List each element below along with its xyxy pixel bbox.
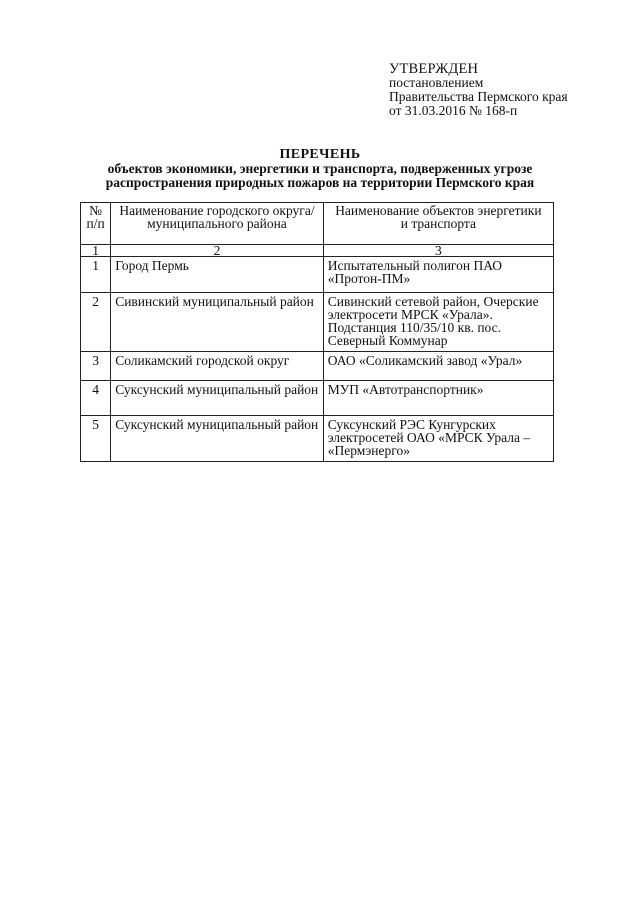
row-district: Суксунский муниципальный район <box>111 416 324 462</box>
header-number <box>81 203 111 245</box>
index-cell: 3 <box>323 245 553 257</box>
document-title: ПЕРЕЧЕНЬ <box>279 147 361 162</box>
document-heading <box>80 147 560 190</box>
table-row <box>81 352 554 381</box>
table-row <box>81 381 554 416</box>
row-district: Город Пермь <box>111 257 324 293</box>
row-district: Соликамский городской округ <box>111 352 324 381</box>
header-objects-line-1: Наименование объектов энергетики <box>335 203 542 218</box>
index-cell: 2 <box>111 245 324 257</box>
table-header-row <box>81 203 554 245</box>
row-objects: МУП «Автотранспортник» <box>323 381 553 416</box>
header-number-line-1: № <box>89 203 103 218</box>
index-cell: 1 <box>81 245 111 257</box>
document-subtitle-line-1: объектов экономики, энергетики и транспорта, подверженных угрозе <box>107 161 533 176</box>
table-row <box>81 257 554 293</box>
approval-line-2: Правительства Пермского края <box>389 89 568 104</box>
objects-table <box>80 202 554 462</box>
header-objects-line-2: и транспорта <box>400 216 476 231</box>
row-number: 1 <box>81 257 111 293</box>
header-number-line-2: п/п <box>86 216 105 231</box>
row-number: 3 <box>81 352 111 381</box>
header-district: Наименование городского округа/муниципального района <box>111 203 324 245</box>
row-objects: Суксунский РЭС Кунгурских электросетей ОАО «МРСК Урала – «Пермэнерго» <box>323 416 553 462</box>
row-district: Сивинский муниципальный район <box>111 293 324 352</box>
row-objects: Испытательный полигон ПАО «Протон-ПМ» <box>323 257 553 293</box>
row-objects: ОАО «Соликамский завод «Урал» <box>323 352 553 381</box>
table-row <box>81 416 554 462</box>
row-number: 4 <box>81 381 111 416</box>
approval-block <box>389 62 629 118</box>
row-number: 5 <box>81 416 111 462</box>
row-objects: Сивинский сетевой район, Очерские электросети МРСК «Урала». Подстанция 110/35/10 кв. пос. Северный Коммунар <box>323 293 553 352</box>
table-index-row <box>81 245 554 257</box>
row-number: 2 <box>81 293 111 352</box>
approval-line-3: от 31.03.2016 № 168-п <box>389 103 518 118</box>
table-row <box>81 293 554 352</box>
header-objects <box>323 203 553 245</box>
document-subtitle-line-2: распространения природных пожаров на территории Пермского края <box>105 175 535 190</box>
row-district: Суксунский муниципальный район <box>111 381 324 416</box>
approval-title: УТВЕРЖДЕН <box>389 61 479 77</box>
approval-line-1: постановлением <box>389 75 484 90</box>
